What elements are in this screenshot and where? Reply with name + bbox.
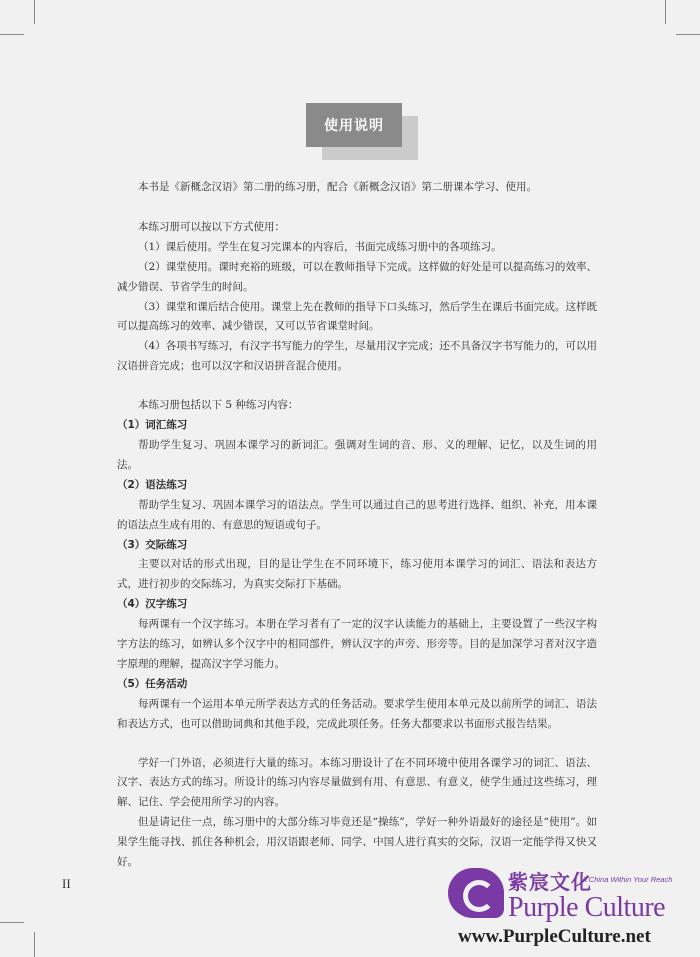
usage-item-4: （4）各项书写练习，有汉字书写能力的学生，尽量用汉字完成；还不具备汉字书写能力的，可以用汉语拼音完成；也可以汉字和汉语拼音混合使用。 <box>117 340 597 373</box>
section-heading-communication: （3）交际练习 <box>117 538 188 551</box>
page-title: 使用说明 <box>306 103 402 147</box>
watermark-url: www.PurpleCulture.net <box>458 926 651 947</box>
closing-paragraph-2: 但是请记住一点，练习册中的大部分练习毕竟还是“操练”，学好一种外语最好的途径是“使用”。如果学生能寻找、抓住各种机会，用汉语跟老师、同学、中国人进行真实的交际，汉语一定能学得又快又好。 <box>117 816 597 869</box>
crop-mark-top-left-v <box>34 0 35 24</box>
closing-paragraph-1: 学好一门外语，必须进行大量的练习。本练习册设计了在不同环境中使用各课学习的词汇、语法、汉字、表达方式的练习。所设计的练习内容尽量做到有用、有意思、有意义，使学生通过这些练习，理解、记住、学会使用所学习的内容。 <box>117 756 597 809</box>
usage-item-2: （2）课堂使用。课时充裕的班级，可以在教师指导下完成。这样做的好处是可以提高练习的效率、减少错误、节省学生的时间。 <box>117 260 597 293</box>
purple-culture-logo-icon <box>448 868 504 918</box>
crop-mark-bottom-left-v <box>34 932 35 957</box>
content-intro: 本练习册包括以下 5 种练习内容： <box>138 399 299 412</box>
section-text-characters: 每两课有一个汉字练习。本册在学习者有了一定的汉字认读能力的基础上，主要设置了一些汉字构字方法的练习，如辨认多个汉字中的相同部件，辨认汉字的声旁、形旁等。目的是加深学习者对汉字造字原理的理解，提高汉字学习能力。 <box>117 618 597 670</box>
crop-mark-top-right-v <box>665 0 666 24</box>
section-heading-vocabulary: （1）词汇练习 <box>117 419 188 432</box>
usage-intro: 本练习册可以按以下方式使用： <box>138 220 285 233</box>
document-body <box>117 178 597 873</box>
section-text-vocabulary: 帮助学生复习、巩固本课学习的新词汇。强调对生词的音、形、义的理解、记忆，以及生词的用法。 <box>117 438 597 471</box>
page-number: II <box>62 876 71 891</box>
usage-item-1: （1）课后使用。学生在复习完课本的内容后，书面完成练习册中的各项练习。 <box>138 240 502 253</box>
section-heading-tasks: （5）任务活动 <box>117 677 188 690</box>
watermark-brand-en: Purple Culture <box>508 892 666 923</box>
crop-mark-top-left-h <box>0 34 24 35</box>
section-text-grammar: 帮助学生复习、巩固本课学习的语法点。学生可以通过自己的思考进行选择、组织、补充，用本课的语法点生成有用的、有意思的短语或句子。 <box>117 498 597 531</box>
watermark-brand-cn: 紫宸文化 <box>508 870 592 894</box>
section-heading-grammar: （2）语法练习 <box>117 478 188 491</box>
intro-paragraph: 本书是《新概念汉语》第二册的练习册，配合《新概念汉语》第二册课本学习、使用。 <box>138 181 537 193</box>
section-text-communication: 主要以对话的形式出现，目的是让学生在不同环境下，练习使用本课学习的词汇、语法和表达方式，进行初步的交际练习，为真实交际打下基础。 <box>117 558 597 591</box>
usage-item-3: （3）课堂和课后结合使用。课堂上先在教师的指导下口头练习，然后学生在课后书面完成。这样既可以提高练习的效率、减少错误，又可以节省课堂时间。 <box>117 300 597 333</box>
purple-culture-watermark <box>448 862 696 954</box>
crop-mark-bottom-left-h <box>0 922 24 923</box>
section-heading-characters: （4）汉字练习 <box>117 598 188 611</box>
section-text-tasks: 每两课有一个运用本单元所学表达方式的任务活动。要求学生使用本单元及以前所学的词汇、语法和表达方式，也可以借助词典和其他手段，完成此项任务。任务大都要求以书面形式报告结果。 <box>117 697 597 730</box>
crop-mark-top-right-h <box>676 34 700 35</box>
watermark-tagline: A China Within Your Reach <box>582 875 673 884</box>
